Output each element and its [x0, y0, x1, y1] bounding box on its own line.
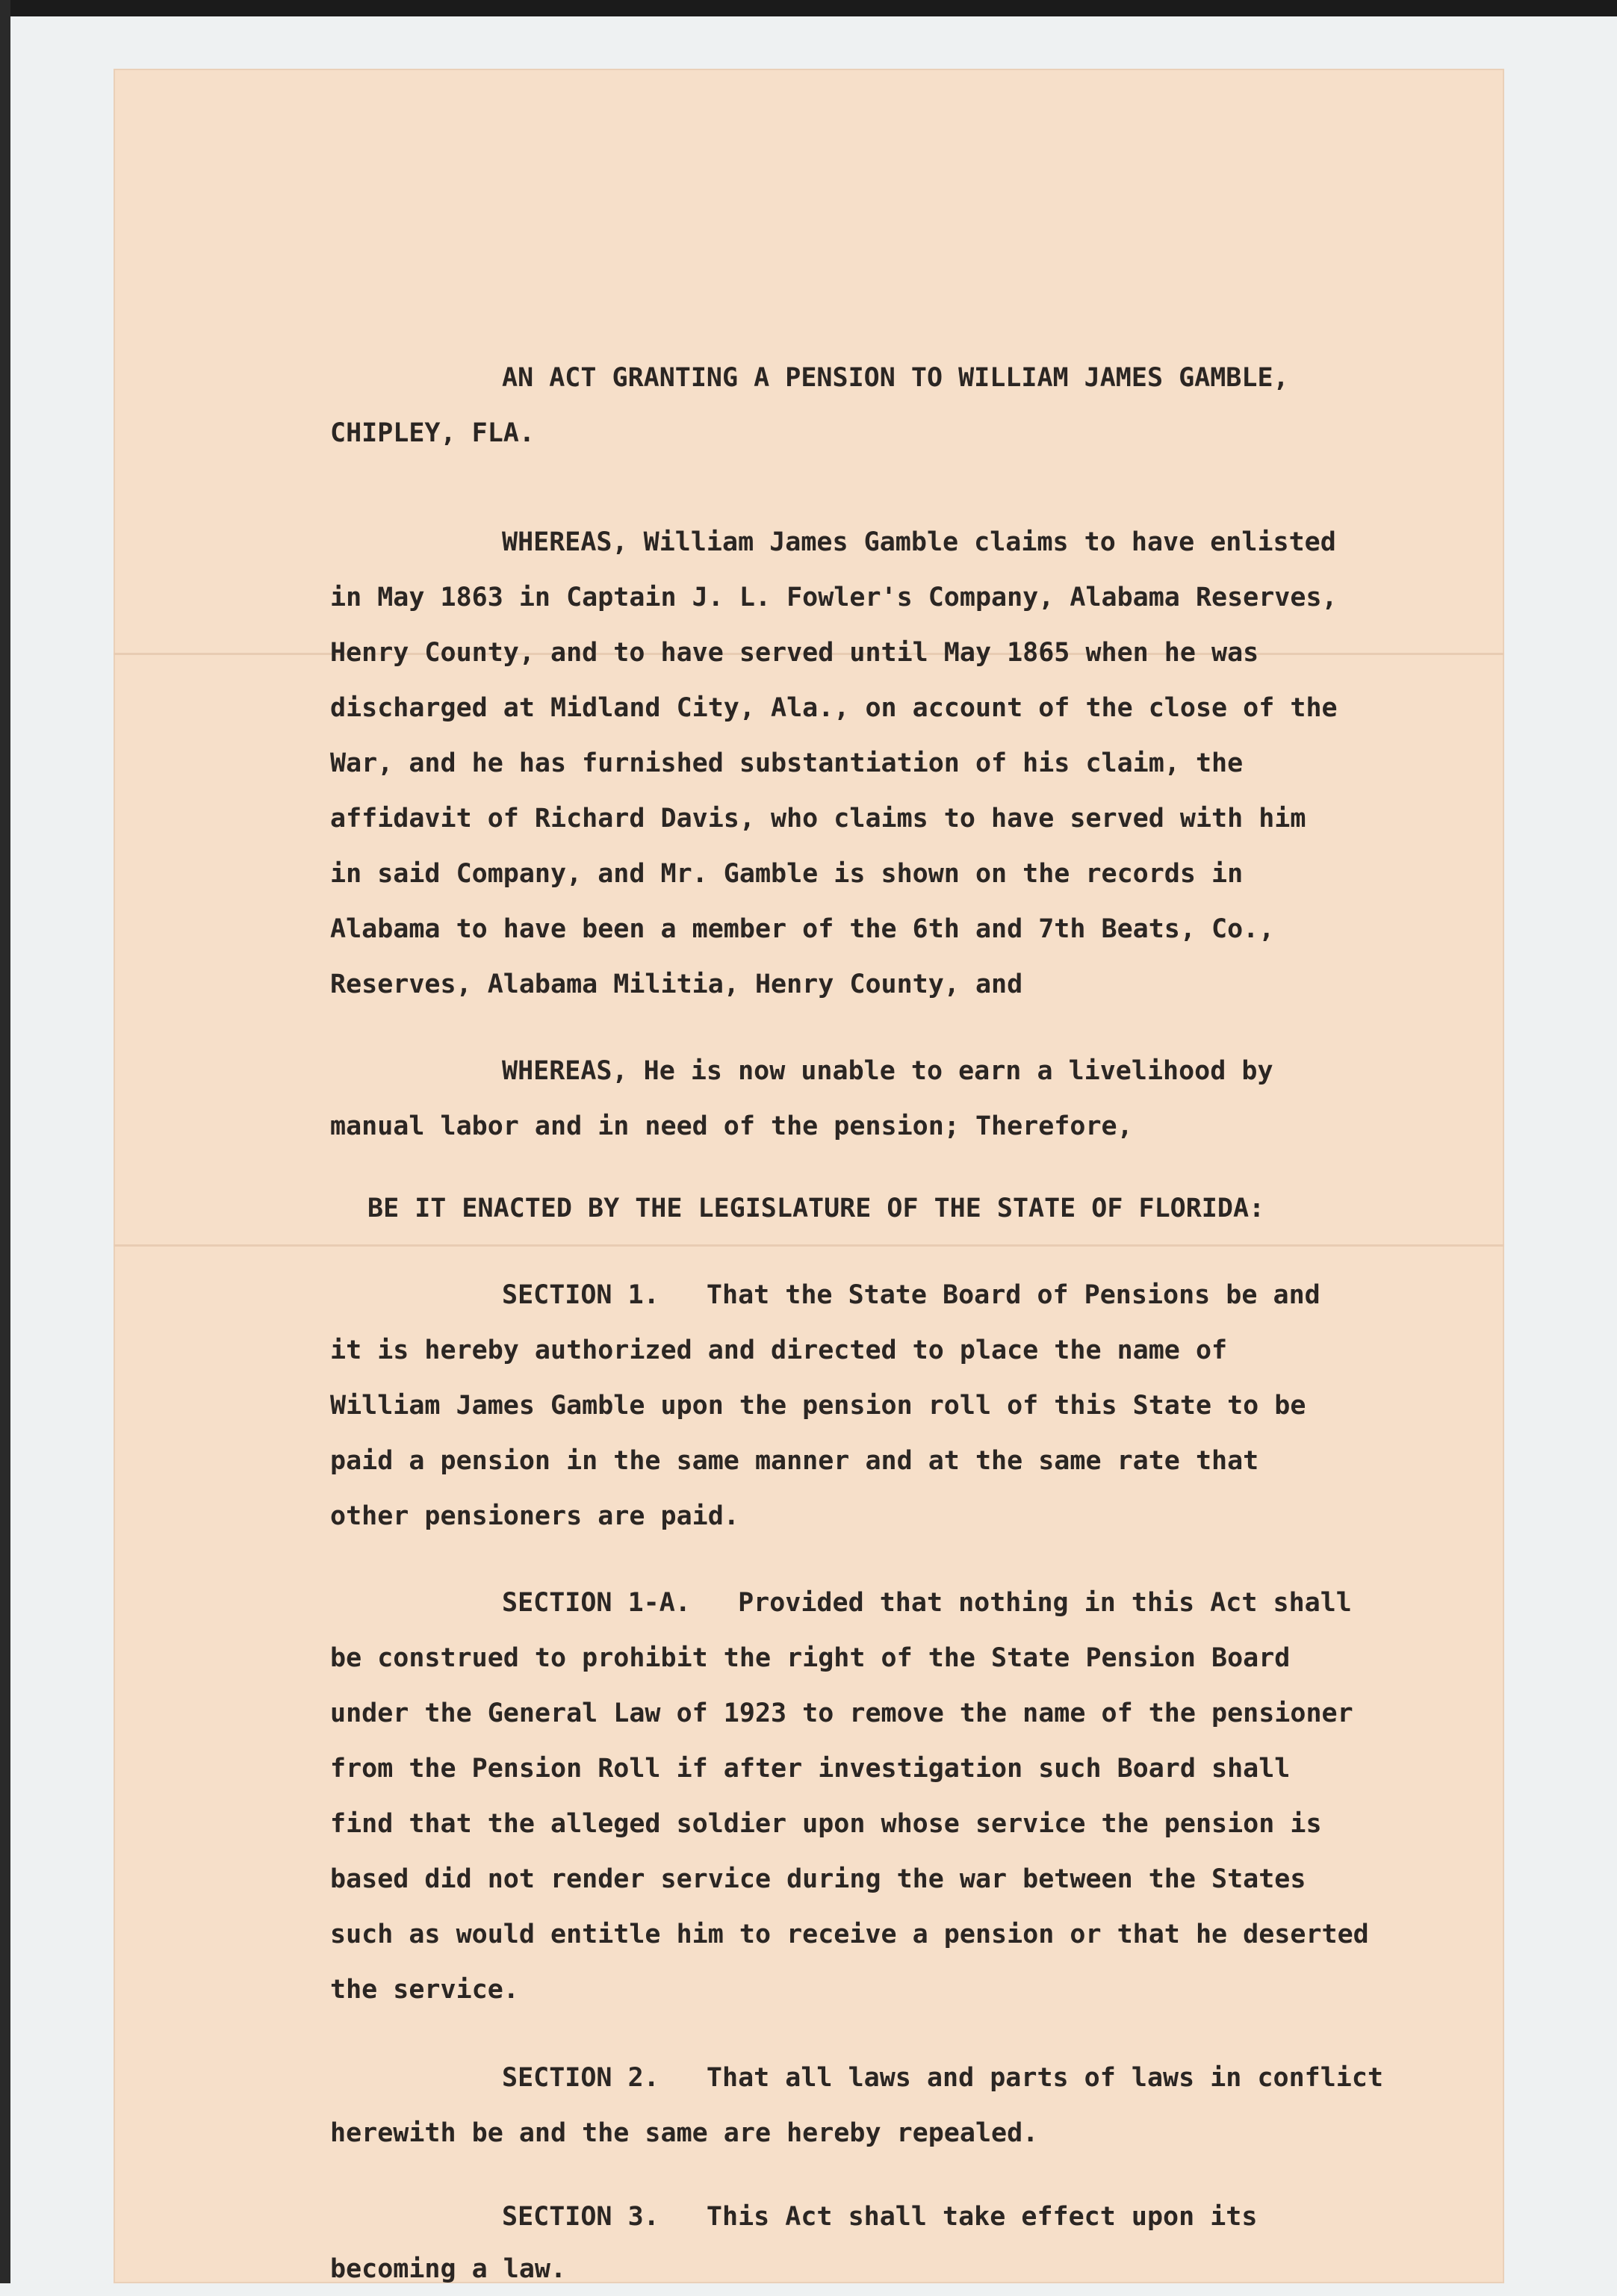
- whereas-1-line-4: discharged at Midland City, Ala., on account of the close of the: [330, 693, 1338, 723]
- whereas-2-line-2: manual labor and in need of the pension; Therefore,: [330, 1111, 1133, 1141]
- section-2-line-2: herewith be and the same are hereby repealed.: [330, 2118, 1039, 2148]
- enacting-clause: BE IT ENACTED BY THE LEGISLATURE OF THE STATE OF FLORIDA:: [367, 1194, 1265, 1223]
- whereas-1-line-8: Alabama to have been a member of the 6th and 7th Beats, Co.,: [330, 914, 1275, 944]
- section-1-line-1: SECTION 1. That the State Board of Pensions be and: [502, 1280, 1320, 1310]
- section-1a-line-1: SECTION 1-A. Provided that nothing in this Act shall: [502, 1588, 1352, 1618]
- whereas-1-line-6: affidavit of Richard Davis, who claims to have served with him: [330, 804, 1306, 834]
- whereas-1-line-5: War, and he has furnished substantiation of his claim, the: [330, 748, 1244, 778]
- whereas-1-line-7: in said Company, and Mr. Gamble is shown on the records in: [330, 859, 1244, 889]
- section-1a-line-3: under the General Law of 1923 to remove the name of the pensioner: [330, 1698, 1353, 1728]
- whereas-1-line-2: in May 1863 in Captain J. L. Fowler's Company, Alabama Reserves,: [330, 583, 1338, 612]
- section-1a-line-8: the service.: [330, 1975, 519, 2005]
- section-2-line-1: SECTION 2. That all laws and parts of laws in conflict: [502, 2063, 1384, 2093]
- section-1-line-3: William James Gamble upon the pension roll of this State to be: [330, 1391, 1306, 1421]
- whereas-1-line-9: Reserves, Alabama Militia, Henry County, and: [330, 969, 1023, 999]
- paper-fold-line: [114, 1244, 1504, 1247]
- section-3-line-1: SECTION 3. This Act shall take effect upon its: [502, 2202, 1258, 2232]
- section-1a-line-6: based did not render service during the war between the States: [330, 1864, 1306, 1894]
- whereas-1-line-1: WHEREAS, William James Gamble claims to have enlisted: [502, 527, 1336, 557]
- section-1a-line-4: from the Pension Roll if after investigation such Board shall: [330, 1754, 1291, 1784]
- section-1a-line-5: find that the alleged soldier upon whose service the pension is: [330, 1809, 1322, 1839]
- section-1-line-5: other pensioners are paid.: [330, 1501, 739, 1531]
- whereas-2-line-1: WHEREAS, He is now unable to earn a livelihood by: [502, 1056, 1273, 1086]
- section-1-line-2: it is hereby authorized and directed to place the name of: [330, 1335, 1228, 1365]
- section-1a-line-7: such as would entitle him to receive a pension or that he deserted: [330, 1920, 1369, 1949]
- act-title-line-1: AN ACT GRANTING A PENSION TO WILLIAM JAMES GAMBLE,: [502, 363, 1289, 393]
- scan-edge-top: [0, 0, 1617, 16]
- scan-edge-left: [0, 0, 10, 2283]
- section-3-line-2: becoming a law.: [330, 2254, 567, 2284]
- section-1-line-4: paid a pension in the same manner and at the same rate that: [330, 1446, 1259, 1476]
- document-page: [114, 69, 1504, 2283]
- act-title-line-2: CHIPLEY, FLA.: [330, 418, 535, 448]
- whereas-1-line-3: Henry County, and to have served until May 1865 when he was: [330, 638, 1259, 668]
- section-1a-line-2: be construed to prohibit the right of the State Pension Board: [330, 1643, 1291, 1673]
